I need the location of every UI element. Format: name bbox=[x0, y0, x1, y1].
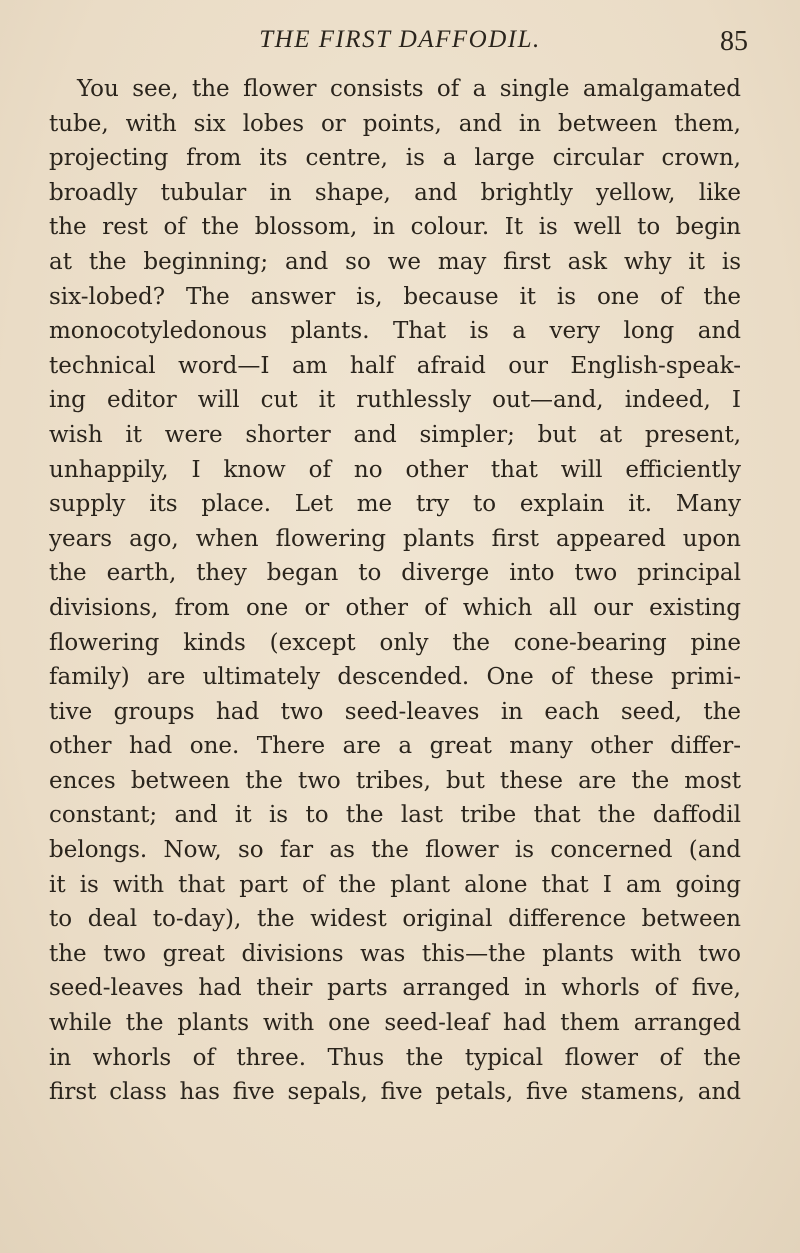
text-line: first class has five sepals, five petals, five stamens, and bbox=[49, 1079, 741, 1106]
text-line: divisions, from one or other of which all our existing bbox=[49, 594, 741, 621]
text-line: monocotyledonous plants. That is a very long and bbox=[49, 318, 741, 345]
text-line: tive groups had two seed-leaves in each seed, the bbox=[49, 698, 741, 725]
text-line: the two great divisions was this—the plants with two bbox=[49, 940, 741, 967]
text-line: projecting from its centre, is a large circular crown, bbox=[49, 145, 741, 172]
text-line: You see, the flower consists of a single amalgamated bbox=[77, 76, 741, 102]
text-line: flowering kinds (except only the cone-bearing pine bbox=[49, 629, 741, 656]
text-line: wish it were shorter and simpler; but at present, bbox=[49, 421, 741, 448]
text-line: belongs. Now, so far as the flower is concerned (and bbox=[49, 837, 741, 864]
text-line: constant; and it is to the last tribe that the daffodil bbox=[49, 802, 741, 829]
running-head bbox=[0, 20, 800, 60]
text-line: it is with that part of the plant alone that I am going bbox=[49, 871, 741, 898]
running-title: THE FIRST DAFFODIL. bbox=[259, 26, 541, 53]
text-line: family) are ultimately descended. One of these primi- bbox=[49, 664, 741, 691]
text-line: broadly tubular in shape, and brightly yellow, like bbox=[49, 179, 741, 206]
text-line: tube, with six lobes or points, and in between them, bbox=[49, 110, 741, 137]
text-line: ences between the two tribes, but these are the most bbox=[49, 767, 741, 794]
text-line: seed-leaves had their parts arranged in whorls of five, bbox=[49, 975, 741, 1002]
text-line: supply its place. Let me try to explain it. Many bbox=[49, 491, 741, 518]
text-line: unhappily, I know of no other that will efficiently bbox=[49, 456, 741, 483]
text-line: other had one. There are a great many other differ- bbox=[49, 733, 741, 760]
body-paragraph bbox=[49, 72, 741, 1110]
text-line: ing editor will cut it ruthlessly out—and, indeed, I bbox=[49, 387, 741, 414]
text-line: while the plants with one seed-leaf had them arranged bbox=[49, 1010, 741, 1037]
text-line: years ago, when flowering plants first appeared upon bbox=[49, 525, 741, 552]
text-line: the rest of the blossom, in colour. It is well to begin bbox=[49, 214, 741, 241]
page-number: 85 bbox=[720, 26, 748, 57]
text-line: to deal to-day), the widest original difference between bbox=[49, 906, 741, 933]
text-line: in whorls of three. Thus the typical flower of the bbox=[49, 1044, 741, 1071]
text-line: technical word—I am half afraid our English-speak- bbox=[49, 352, 741, 379]
text-line: six-lobed? The answer is, because it is one of the bbox=[49, 283, 741, 310]
text-line: the earth, they began to diverge into two principal bbox=[49, 560, 741, 587]
text-line: at the beginning; and so we may first ask why it is bbox=[49, 248, 741, 275]
